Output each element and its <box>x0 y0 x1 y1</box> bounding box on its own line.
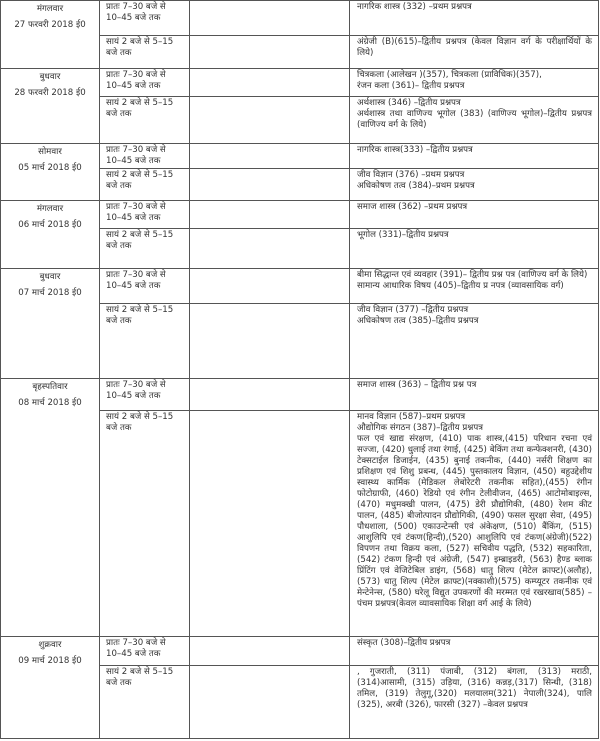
time-cell <box>100 304 190 379</box>
subject-entry: भूगोल (331)–द्वितीय प्रश्नपत्र <box>357 230 449 240</box>
subject-entry: नागरिक शास्त्र (332) –प्रथम प्रश्नपत्र <box>357 2 472 12</box>
subject-entry: नागरिक शास्त्र(333) –द्वितीय प्रश्नपत्र <box>357 145 473 155</box>
subject-entry: औद्योगिक संगठन (387)–द्वितीय प्रश्नपत्र <box>357 423 483 433</box>
session-time: 10–45 बजे तक <box>106 213 161 223</box>
subjects-cell <box>350 144 599 169</box>
session-time: बजे तक <box>106 48 132 58</box>
subject-entry: रंजन कला (361)– द्वितीय प्रश्नपत्र <box>357 81 465 91</box>
empty-cell <box>190 269 350 304</box>
session-time: सायं 2 बजे से 5–15 <box>106 412 174 422</box>
time-cell <box>100 144 190 169</box>
weekday-label: बुधवार <box>39 72 61 82</box>
time-cell <box>100 1 190 36</box>
weekday-label: बृहस्पतिवार <box>32 382 68 392</box>
session-time: प्रातः 7–30 बजे से <box>106 2 166 12</box>
weekday-label: मंगलवार <box>36 204 64 214</box>
empty-cell <box>190 379 350 411</box>
session-time: प्रातः 7–30 बजे से <box>106 145 166 155</box>
subject-entry: मानव विज्ञान (587)–प्रथम प्रश्नपत्र <box>357 412 466 422</box>
empty-cell <box>190 1 350 36</box>
subject-entry: चित्रकला (आलेखन )(357), चित्रकला (प्राविधिक)(357), <box>357 70 542 80</box>
session-time: 10–45 बजे तक <box>106 81 161 91</box>
subjects-cell <box>350 1 599 36</box>
subject-entry: अधिकोषण तत्व (384)–प्रथम प्रश्नपत्र <box>357 181 475 191</box>
session-time: सायं 2 बजे से 5–15 <box>106 667 174 677</box>
date-label: 07 मार्च 2018 ई0 <box>18 288 82 298</box>
subject-entry: फल एवं खाद्य संरक्षण, (410) पाक शास्त्र,(415) परिधान रचना एवं सज्जा, (420) धुलाई तथा रंगाई, (425) बेकिंग तथा कन्फेक्शनरी, (430) टेक्सटाईल डिजाईन, (435) बुनाई तकनीक, (440) नर्सरी शिक्षण का प्रशिक्षण एवं शिशु प्रबन्ध, (445) पुस्तकालय विज्ञान, (450) बहुउद्देशीय स्वास्थ्य कार्मिक (मेडिकल लेबोरेटरी तकनीक सहित),(455) रंगीन फोटोग्राफी, (460) रेडियो एवं रंगीन टेलीवीजन, (465) आटोमोबाइल्स, (470) मधुमक्खी पालन, (475) डेरी प्रौद्योगिकी, (480) रेशम कीट पालन, (485) बीजोत्पादन प्रौद्योगिकी, (490) फसल सुरक्षा सेवा, (495) पौधशाला, (500) एकाउन्टेन्सी एवं अंकेक्षण, (510) बैंकिंग, (515) आशुलिपि एवं टंकण(हिन्दी),(520) आशुलिपि एवं टंकण(अंग्रेजी)(522) विपणन तथा विक्रय कला, (527) सचिवीय पद्धति, (532) सहकारिता, (542) टंकण हिन्दी एवं अंग्रेजी, (547) इम्ब्राइडरी, (563) हैण्ड ब्लाक प्रिंटिंग एवं वेजिटेबिल डाइंग, (568) धातु शिल्प (मेटेल क्राफ्ट)(अलौह),(573) धातु शिल्प (मेटेल क्राफ्ट)(नक्काशी)(575) कम्प्यूटर तकनीक एवं मेन्टेनेन्स, (580) घरेलू विद्युत उपकरणों की मरम्मत एवं रखरखाव(585) –पंचम प्रश्नपत्र(केवल व्यावसायिक शिक्षा वर्ग आई के लिये) <box>357 434 592 609</box>
session-time: बजे तक <box>106 316 132 326</box>
subjects-cell <box>350 304 599 379</box>
schedule-body <box>1 1 599 739</box>
date-label: 09 मार्च 2018 ई0 <box>18 656 82 666</box>
subject-entry: सामान्य आधारिक विषय (405)–द्वितीय प्र नपत्र (व्यावसायिक वर्ग) <box>357 281 564 291</box>
subject-entry: अंग्रेजी (B)(615)–द्वितीय प्रश्नपत्र (केवल विज्ञान वर्ग के परीक्षार्थियों के लिये) <box>357 37 592 58</box>
session-time: बजे तक <box>106 678 132 688</box>
subjects-cell <box>350 379 599 411</box>
date-cell <box>1 144 100 201</box>
subject-entry: समाज शास्त्र (362) –प्रथम प्रश्नपत्र <box>357 202 468 212</box>
schedule-row <box>1 144 599 169</box>
session-time: प्रातः 7–30 बजे से <box>106 202 166 212</box>
date-cell <box>1 69 100 144</box>
subject-entry: बीमा सिद्धान्त एवं व्यवहार (391)– द्वितीय प्रश्न पत्र (वाणिज्य वर्ग के लिये) <box>357 270 588 280</box>
subjects-cell <box>350 97 599 144</box>
session-time: सायं 2 बजे से 5–15 <box>106 230 174 240</box>
session-time: प्रातः 7–30 बजे से <box>106 70 166 80</box>
empty-cell <box>190 144 350 169</box>
session-time: प्रातः 7–30 बजे से <box>106 270 166 280</box>
date-label: 06 मार्च 2018 ई0 <box>18 220 82 230</box>
empty-cell <box>190 637 350 666</box>
session-time: सायं 2 बजे से 5–15 <box>106 305 174 315</box>
subjects-cell <box>350 169 599 201</box>
empty-cell <box>190 97 350 144</box>
session-time: 10–45 बजे तक <box>106 281 161 291</box>
schedule-row <box>1 1 599 36</box>
subject-entry: जीव विज्ञान (377) –द्वितीय प्रश्नपत्र <box>357 305 469 315</box>
time-cell <box>100 201 190 229</box>
subject-entry: संस्कृत (308)–द्वितीय प्रश्नपत्र <box>357 638 451 648</box>
time-cell <box>100 229 190 269</box>
subjects-cell <box>350 411 599 637</box>
subject-entry: समाज शास्त्र (363) – द्वितीय प्रश्न पत्र <box>357 380 477 390</box>
date-label: 05 मार्च 2018 ई0 <box>18 163 82 173</box>
time-cell <box>100 169 190 201</box>
time-cell <box>100 379 190 411</box>
session-time: प्रातः 7–30 बजे से <box>106 380 166 390</box>
subject-entry: अर्थशास्त्र तथा वाणिज्य भूगोल (383) (वाणिज्य भूगोल)–द्वितीय प्रश्नपत्र (वाणिज्य वर्ग के लिये) <box>357 109 592 130</box>
time-cell <box>100 36 190 69</box>
schedule-row <box>1 269 599 304</box>
subjects-cell <box>350 36 599 69</box>
time-cell <box>100 269 190 304</box>
session-time: बजे तक <box>106 181 132 191</box>
subject-entry: जीव विज्ञान (376) –प्रथम प्रश्नपत्र <box>357 170 465 180</box>
date-cell <box>1 379 100 637</box>
session-time: बजे तक <box>106 423 132 433</box>
date-cell <box>1 269 100 379</box>
session-time: प्रातः 7–30 बजे से <box>106 638 166 648</box>
date-label: 08 मार्च 2018 ई0 <box>18 398 82 408</box>
schedule-row <box>1 201 599 229</box>
subject-entry: अर्थशास्त्र (346) –द्वितीय प्रश्नपत्र <box>357 98 461 108</box>
schedule-row <box>1 379 599 411</box>
weekday-label: सोमवार <box>38 147 62 157</box>
empty-cell <box>190 304 350 379</box>
subjects-cell <box>350 229 599 269</box>
subject-entry: , गुजराती, (311) पंजाबी, (312) बंगला, (313) मराठी, (314)आसामी, (315) उड़िया, (316) कन्नड़,(317) सिन्धी, (318) तमिल, (319) तेलुगू,(320) मलयालम(321) नेपाली(324), पालि (325), अरबी (326), फारसी (327) –केवल प्रश्नपत्र <box>357 667 592 710</box>
time-cell <box>100 69 190 97</box>
session-time: 10–45 बजे तक <box>106 649 161 659</box>
time-cell <box>100 637 190 666</box>
session-time: 10–45 बजे तक <box>106 13 161 23</box>
date-cell <box>1 637 100 739</box>
subjects-cell <box>350 637 599 666</box>
session-time: सायं 2 बजे से 5–15 <box>106 98 174 108</box>
empty-cell <box>190 169 350 201</box>
weekday-label: बुधवार <box>39 272 61 282</box>
session-time: 10–45 बजे तक <box>106 391 161 401</box>
empty-cell <box>190 36 350 69</box>
session-time: सायं 2 बजे से 5–15 <box>106 170 174 180</box>
subjects-cell <box>350 666 599 739</box>
session-time: सायं 2 बजे से 5–15 <box>106 37 174 47</box>
schedule-row <box>1 637 599 666</box>
empty-cell <box>190 411 350 637</box>
subject-entry: अधिकोषण तत्व (385)–द्वितीय प्रश्नपत्र <box>357 316 479 326</box>
weekday-label: मंगलवार <box>36 4 64 14</box>
schedule-row <box>1 69 599 97</box>
time-cell <box>100 97 190 144</box>
empty-cell <box>190 69 350 97</box>
subjects-cell <box>350 269 599 304</box>
session-time: बजे तक <box>106 109 132 119</box>
time-cell <box>100 411 190 637</box>
subjects-cell <box>350 201 599 229</box>
session-time: बजे तक <box>106 241 132 251</box>
date-label: 27 फरवरी 2018 ई0 <box>14 20 86 30</box>
weekday-label: शुक्रवार <box>38 640 62 650</box>
date-cell <box>1 1 100 69</box>
date-cell <box>1 201 100 269</box>
date-label: 28 फरवरी 2018 ई0 <box>14 88 86 98</box>
empty-cell <box>190 229 350 269</box>
subjects-cell <box>350 69 599 97</box>
empty-cell <box>190 666 350 739</box>
time-cell <box>100 666 190 739</box>
session-time: 10–45 बजे तक <box>106 156 161 166</box>
empty-cell <box>190 201 350 229</box>
